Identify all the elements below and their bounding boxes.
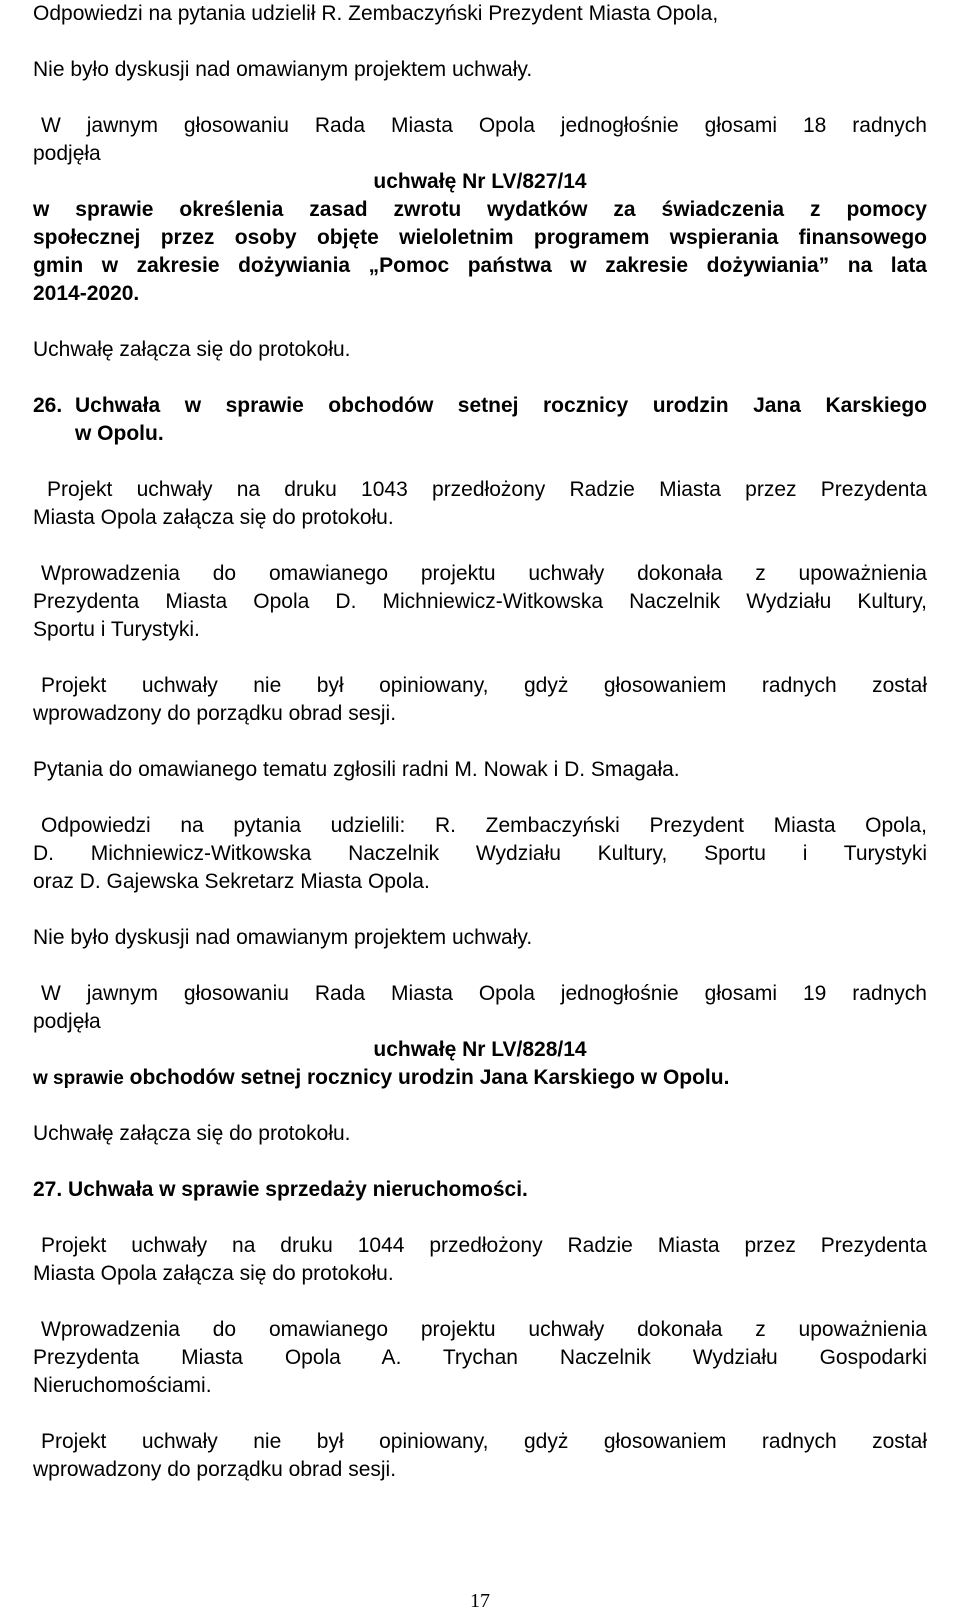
agenda-item-title-cont: w Opolu. xyxy=(75,422,164,445)
intro-line: Wprowadzenia do omawianego projektu uchwały dokonała z upoważnienia xyxy=(41,562,927,585)
vote-adopted: podjęła xyxy=(33,1010,101,1033)
resolution-subject-prefix: w sprawie xyxy=(33,1068,124,1089)
agenda-item-title: Uchwała w sprawie sprzedaży nieruchomości. xyxy=(68,1178,528,1201)
agenda-item-title: Uchwała w sprawie obchodów setnej rocznicy urodzin Jana Karskiego xyxy=(75,394,927,417)
agenda-item-26-heading xyxy=(33,392,927,448)
resolution-subject-line xyxy=(33,1064,927,1093)
resolution-subject-line: społecznej przez osoby objęte wieloletnim programem wspierania finansowego xyxy=(33,226,927,249)
agenda-item-27-heading xyxy=(33,1176,927,1204)
project-line: Miasta Opola załącza się do protokołu. xyxy=(33,1262,394,1285)
intro-line: Prezydenta Miasta Opola A. Trychan Naczelnik Wydziału Gospodarki xyxy=(33,1346,927,1369)
opinion-line: wprowadzony do porządku obrad sesji. xyxy=(33,1458,397,1481)
resolution-title: uchwałę Nr LV/827/14 xyxy=(373,170,587,193)
intro-line: Wprowadzenia do omawianego projektu uchwały dokonała z upoważnienia xyxy=(41,1318,927,1341)
answers-paragraph: Odpowiedzi na pytania udzielił R. Zembaczyński Prezydent Miasta Opola, xyxy=(33,2,719,25)
answers-line: oraz D. Gajewska Sekretarz Miasta Opola. xyxy=(33,870,430,893)
answers-line: Odpowiedzi na pytania udzielili: R. Zembaczyński Prezydent Miasta Opola, xyxy=(41,814,927,837)
vote-line: W jawnym głosowaniu Rada Miasta Opola jednogłośnie głosami 19 radnych xyxy=(41,982,927,1005)
resolution-subject-line: gmin w zakresie dożywiania „Pomoc państwa w zakresie dożywiania” na lata xyxy=(33,254,927,277)
project-line: Miasta Opola załącza się do protokołu. xyxy=(33,506,394,529)
intro-line: Prezydenta Miasta Opola D. Michniewicz-Witkowska Naczelnik Wydziału Kultury, xyxy=(33,590,927,613)
resolution-subject-text: obchodów setnej rocznicy urodzin Jana Karskiego w Opolu. xyxy=(123,1066,730,1089)
vote-line: W jawnym głosowaniu Rada Miasta Opola jednogłośnie głosami 18 radnych xyxy=(41,114,927,137)
answers-line: D. Michniewicz-Witkowska Naczelnik Wydziału Kultury, Sportu i Turystyki xyxy=(33,842,927,865)
project-line: Projekt uchwały na druku 1043 przedłożony Radzie Miasta przez Prezydenta xyxy=(47,478,927,501)
intro-line: Sportu i Turystyki. xyxy=(33,618,200,641)
no-discussion-paragraph: Nie było dyskusji nad omawianym projektem uchwały. xyxy=(33,58,533,81)
resolution-title: uchwałę Nr LV/828/14 xyxy=(373,1038,587,1061)
opinion-line: Projekt uchwały nie był opiniowany, gdyż głosowaniem radnych został xyxy=(41,674,927,697)
resolution-subject-line: 2014-2020. xyxy=(33,282,140,305)
opinion-line: Projekt uchwały nie był opiniowany, gdyż głosowaniem radnych został xyxy=(41,1430,927,1453)
agenda-item-number: 27. xyxy=(33,1178,63,1201)
agenda-item-number: 26. xyxy=(33,394,63,417)
resolution-subject-line: w sprawie określenia zasad zwrotu wydatków za świadczenia z pomocy xyxy=(33,198,927,221)
attachment-note: Uchwałę załącza się do protokołu. xyxy=(33,1122,351,1145)
project-line: Projekt uchwały na druku 1044 przedłożony Radzie Miasta przez Prezydenta xyxy=(41,1234,927,1257)
intro-line: Nieruchomościami. xyxy=(33,1374,212,1397)
page-number: 17 xyxy=(470,1590,490,1612)
questions-paragraph: Pytania do omawianego tematu zgłosili radni M. Nowak i D. Smagała. xyxy=(33,758,680,781)
opinion-line: wprowadzony do porządku obrad sesji. xyxy=(33,702,397,725)
attachment-note: Uchwałę załącza się do protokołu. xyxy=(33,338,351,361)
no-discussion-paragraph: Nie było dyskusji nad omawianym projektem uchwały. xyxy=(33,926,533,949)
vote-adopted: podjęła xyxy=(33,142,101,165)
